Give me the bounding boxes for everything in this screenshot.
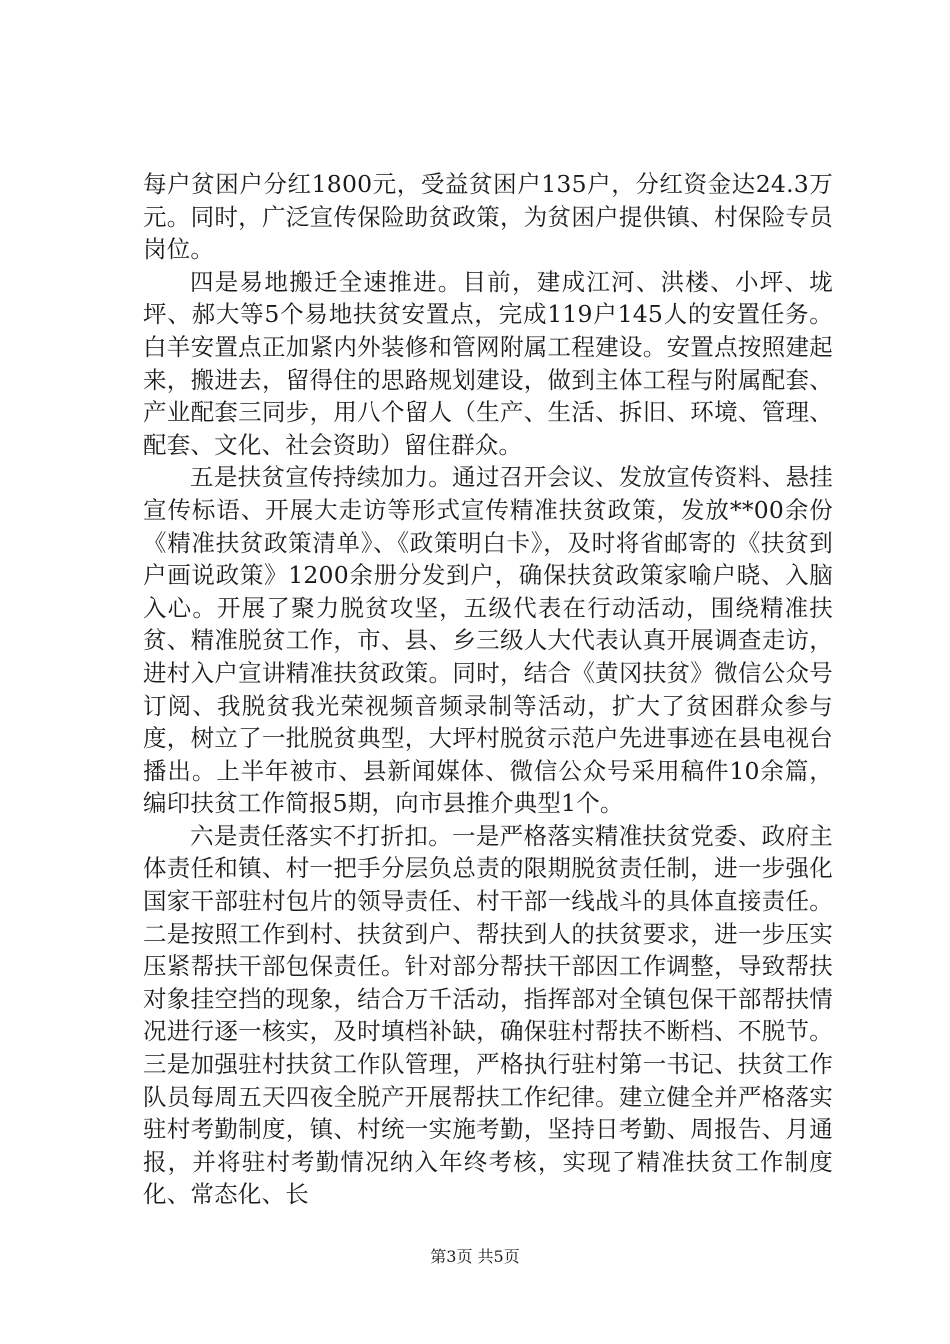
document-body <box>143 168 833 1211</box>
page-footer <box>0 1244 950 1267</box>
paragraph-responsibility: 六是责任落实不打折扣。一是严格落实精准扶贫党委、政府主体责任和镇、村一把手分层负总责的限期脱贫责任制，进一步强化国家干部驻村包片的领导责任、村干部一线战斗的具体直接责任。二是按照工作到村、扶贫到户、帮扶到人的扶贫要求，进一步压实压紧帮扶干部包保责任。针对部分帮扶干部因工作调整，导致帮扶对象挂空挡的现象，结合万千活动，指挥部对全镇包保干部帮扶情况进行逐一核实，及时填档补缺，确保驻村帮扶不断档、不脱节。三是加强驻村扶贫工作队管理，严格执行驻村第一书记、扶贫工作队员每周五天四夜全脱产开展帮扶工作纪律。建立健全并严格落实驻村考勤制度，镇、村统一实施考勤，坚持日考勤、周报告、月通报，并将驻村考勤情况纳入年终考核，实现了精准扶贫工作制度化、常态化、长 <box>143 821 833 1209</box>
page-number-label: 第3页 共5页 <box>430 1247 520 1266</box>
paragraph-dividend-continuation: 每户贫困户分红1800元，受益贫困户135户，分红资金达24.3万元。同时，广泛宣传保险助贫政策，为贫困户提供镇、村保险专员岗位。 <box>143 170 833 264</box>
paragraph-publicity: 五是扶贫宣传持续加力。通过召开会议、发放宣传资料、悬挂宣传标语、开展大走访等形式宣传精准扶贫政策，发放**00余份《精准扶贫政策清单》、《政策明白卡》，及时将省邮寄的《扶贫到户画说政策》1200余册分发到户，确保扶贫政策家喻户晓、入脑入心。开展了聚力脱贫攻坚，五级代表在行动活动，围绕精准扶贫、精准脱贫工作，市、县、乡三级人大代表认真开展调查走访，进村入户宣讲精准扶贫政策。同时，结合《黄冈扶贫》微信公众号订阅、我脱贫我光荣视频音频录制等活动，扩大了贫困群众参与度，树立了一批脱贫典型，大坪村脱贫示范户先进事迹在县电视台播出。上半年被市、县新闻媒体、微信公众号采用稿件10余篇，编印扶贫工作简报5期，向市县推介典型1个。 <box>143 463 833 818</box>
paragraph-relocation: 四是易地搬迁全速推进。目前，建成江河、洪楼、小坪、垅坪、郝大等5个易地扶贫安置点，完成119户145人的安置任务。白羊安置点正加紧内外装修和管网附属工程建设。安置点按照建起来，搬进去，留得住的思路规划建设，做到主体工程与附属配套、产业配套三同步，用八个留人（生产、生活、拆旧、环境、管理、配套、文化、社会资助）留住群众。 <box>143 267 833 459</box>
